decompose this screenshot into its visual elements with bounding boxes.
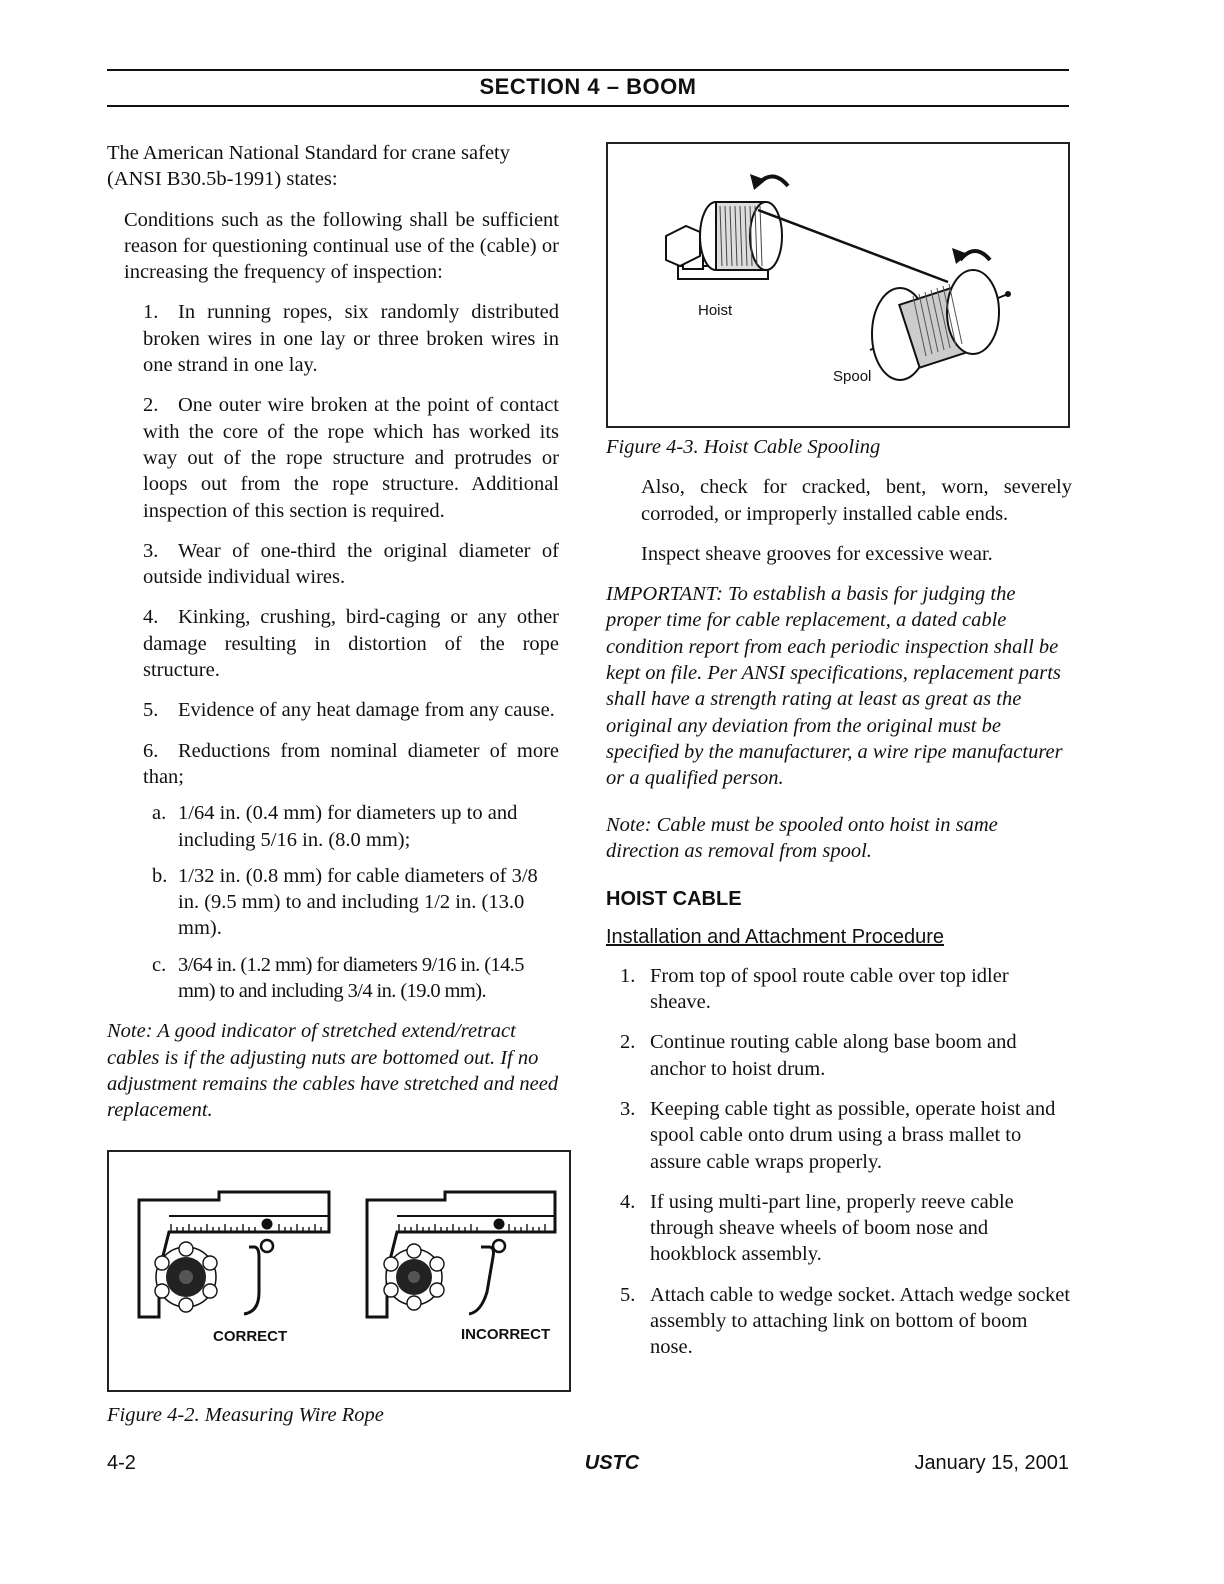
inspect-sheave-paragraph: Inspect sheave grooves for excessive wear. [641, 542, 993, 565]
installation-subheading: Installation and Attachment Procedure [606, 926, 944, 949]
sub-item-label: a. [152, 802, 167, 825]
item-text: Reductions from nominal diameter of more than; [143, 739, 559, 788]
item-text: Evidence of any heat damage from any cause. [178, 699, 555, 722]
step-text: Continue routing cable along base boom and anchor to hoist drum. [650, 1031, 1017, 1080]
header-bottom-rule [107, 105, 1069, 107]
spooling-note: Note: Cable must be spooled onto hoist in same direction as removal from spool. [606, 813, 998, 862]
section-title: SECTION 4 – BOOM [479, 74, 697, 99]
incorrect-label: INCORRECT [461, 1325, 551, 1343]
intro-paragraph: The American National Standard for crane safety (ANSI B30.5b-1991) states: [107, 142, 510, 191]
step-number: 2. [620, 1031, 636, 1054]
right-column [606, 434, 1072, 1375]
also-check-paragraph: Also, check for cracked, bent, worn, severely corroded, or improperly installed cable ends. [641, 476, 1072, 525]
step-text: Attach cable to wedge socket. Attach wedge socket assembly to attaching link on bottom of boom nose. [650, 1283, 1071, 1359]
procedure-step-4 [620, 1189, 1072, 1268]
procedure-step-3 [620, 1096, 1072, 1175]
item-text: Wear of one-third the original diameter of outside individual wires. [143, 539, 559, 589]
sub-item-c [152, 952, 559, 1005]
condition-item-3 [143, 538, 559, 591]
sub-item-label: b. [152, 864, 168, 887]
procedure-step-1 [620, 963, 1072, 1016]
step-text: Keeping cable tight as possible, operate hoist and spool cable onto drum using a brass mallet to assure cable wraps properly. [650, 1097, 1056, 1173]
header-top-rule [107, 69, 1069, 71]
step-text: From top of spool route cable over top idler sheave. [650, 964, 1009, 1014]
item-number: 3. [143, 539, 159, 562]
footer-brand: USTC [584, 1452, 640, 1474]
condition-item-2 [143, 392, 559, 523]
item-text: In running ropes, six randomly distributed broken wires in one lay or three broken wires in one strand in one lay. [143, 301, 559, 377]
correct-label: CORRECT [213, 1327, 288, 1345]
item-number: 5. [143, 699, 159, 722]
caliper-illustration [109, 1152, 569, 1390]
sub-item-label: c. [152, 953, 167, 976]
cable-line [758, 210, 948, 282]
hoist-cable-heading: HOIST CABLE [606, 888, 742, 911]
extend-retract-note: Note: A good indicator of stretched extend/retract cables is if the adjusting nuts are bottomed out. If no adjustment remains the cables have stretched and need replacement. [107, 1020, 559, 1122]
sub-item-text: 1/32 in. (0.8 mm) for cable diameters of 3/8 in. (9.5 mm) to and including 1/2 in. (13.0 mm). [178, 864, 538, 940]
sub-item-b [152, 863, 559, 942]
item-number: 4. [143, 606, 159, 629]
spool [872, 270, 999, 380]
step-number: 1. [620, 964, 636, 987]
procedure-step-5 [620, 1282, 1072, 1361]
figure-measuring-wire-rope [107, 1150, 571, 1392]
procedure-step-2 [620, 1029, 1072, 1082]
item-number: 2. [143, 394, 159, 417]
figure-hoist-cable-spooling [606, 142, 1070, 428]
item-number: 1. [143, 301, 159, 324]
sub-item-a [152, 800, 559, 853]
figure-4-3-caption: Figure 4-3. Hoist Cable Spooling [606, 436, 881, 458]
hoist-label: Hoist [698, 302, 733, 319]
condition-item-4 [143, 604, 559, 683]
item-text: Kinking, crushing, bird-caging or any other damage resulting in distortion of the rope structure. [143, 606, 559, 682]
footer-date: January 15, 2001 [914, 1452, 1069, 1474]
step-number: 5. [620, 1283, 636, 1306]
left-column [107, 140, 559, 1428]
step-number: 3. [620, 1097, 636, 1120]
important-paragraph: IMPORTANT: To establish a basis for judging the proper time for cable replacement, a dated cable condition report from each periodic inspection shall be kept on file. Per ANSI specifications, replacement parts shall have a strength rating at least as great as the original any deviation from the original must be specified by the manufacturer, a wire ripe manufacturer or a qualified person. [606, 583, 1063, 790]
conditions-paragraph: Conditions such as the following shall be sufficient reason for questioning continual use of the (cable) or increasing the frequency of inspection: [124, 208, 559, 284]
step-number: 4. [620, 1190, 636, 1213]
sub-item-text: 3/64 in. (1.2 mm) for diameters 9/16 in. (14.5 mm) to and including 3/4 in. (19.0 mm). [178, 953, 524, 1003]
sub-item-text: 1/64 in. (0.4 mm) for diameters up to and including 5/16 in. (8.0 mm); [178, 802, 518, 851]
spool-label: Spool [833, 368, 872, 385]
figure-4-2-caption: Figure 4-2. Measuring Wire Rope [107, 1403, 384, 1426]
condition-item-1 [143, 299, 559, 378]
step-text: If using multi-part line, properly reeve cable through sheave wheels of boom nose and hookblock assembly. [650, 1190, 1014, 1266]
condition-item-6 [143, 738, 559, 791]
page-number: 4-2 [107, 1452, 136, 1474]
condition-item-5 [143, 697, 559, 723]
item-number: 6. [143, 739, 159, 762]
item-text: One outer wire broken at the point of contact with the core of the rope which has worked its way out of the rope structure and protrudes or loops out from the rope structure. Additional inspection of this section is required. [143, 394, 559, 522]
